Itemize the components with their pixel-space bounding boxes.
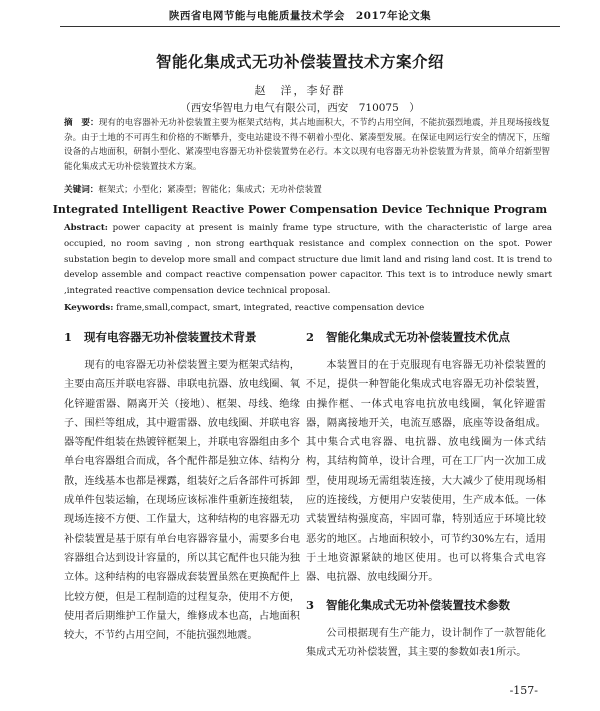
- keywords-chinese: [64, 183, 550, 195]
- authors: 赵 洋，李好群: [254, 84, 346, 97]
- section-3-body: 公司根据现有生产能力，设计制作了一款智能化集成式无功补偿装置，其主要的参数如表1所示。: [306, 627, 546, 658]
- header-rule: [60, 26, 560, 27]
- left-column: [64, 328, 300, 645]
- affiliation: （西安华智电力电气有限公司，西安 710075 ）: [180, 102, 420, 114]
- abstract-cn-text: 现有的电容器补无功补偿装置主要为框架式结构，其占地面积大，不节约占用空间，不能抗强烈地震，并且现场接线复杂。由于土地的不可再生和价格的不断攀升，变电站建设不得不朝着小型化、紧凑型发展。在保证电网运行安全的情况下，压缩设备的占地面积，研制小型化、紧凑型电容器无功补偿装置势在必行。本文以现有电容器无功补偿装置为背景，简单介绍新型智能化集成式无功补偿装置技术方案。: [64, 118, 550, 172]
- section-3-heading: [306, 596, 546, 614]
- abstract-en-label: Abstract:: [64, 223, 108, 233]
- page-number: -157-: [509, 684, 538, 697]
- abstract-en-text: power capacity at present is mainly frame type structure, with the characteristic of large area occupied, no room saving , non strong earthquak resistance and complex connection on the spot. Power substation begin to develop more small and compact structure due limit land and rising land cost. It is trend to develop assemble and compact reactive compensation power capacitor. This text is to introduce newly smart ,integrated reactive compensation device technical proposal.: [64, 223, 552, 297]
- paper-title: 智能化集成式无功补偿装置技术方案介绍: [155, 52, 444, 71]
- section-1-number: 1: [64, 330, 73, 344]
- english-title: Integrated Intelligent Reactive Power Compensation Device Technique Program: [52, 203, 548, 216]
- section-1-title: 现有电容器无功补偿装置技术背景: [84, 330, 257, 344]
- section-2-body: 本装置目的在于克服现有电容器无功补偿装置的不足，提供一种智能化集成式电容器无功补偿装置，由操作框、一体式电容电抗放电线圈，氧化锌避雷器，隔离接地开关，电流互感器，底座等设备组成。其中集合式电容器、电抗器、放电线圈为一体式结构，其结构简单，设计合理，可在工厂内一次加工成型，使用现场无需组装连接，大大减少了使用现场相应的连接线，方便用户安装使用，生产成本低。一体式装置结构强度高，牢固可靠，特别适应于环境比较恶劣的地区。占地面积较小，可节约30%左右，适用于土地资源紧缺的地区使用。也可以将集合式电容器、电抗器、放电线圈分开。: [306, 360, 546, 584]
- running-head: 陕西省电网节能与电能质量技术学会 2017年论文集: [168, 10, 432, 22]
- section-2-title: 智能化集成式无功补偿装置技术优点: [326, 330, 511, 344]
- keywords-english: [64, 303, 550, 313]
- abstract-english: [64, 221, 552, 300]
- right-column: [306, 328, 546, 662]
- section-3-number: 3: [306, 597, 315, 612]
- keywords-cn-label: 关键词：: [64, 185, 99, 195]
- section-3-title: 智能化集成式无功补偿装置技术参数: [326, 597, 511, 612]
- keywords-cn-text: 框架式；小型化；紧凑型；智能化；集成式；无功补偿装置: [98, 185, 322, 195]
- abstract-cn-label: 摘 要：: [64, 118, 99, 128]
- section-2-heading: [306, 328, 546, 346]
- section-1-body: 现有的电容器无功补偿装置主要为框架式结构，主要由高压并联电容器、串联电抗器、放电线圈、氧化锌避雷器、隔离开关（接地）、框架、母线、绝缘子、围栏等组成，其中避雷器、放电线圈、并联电容器等配件组装在热镀锌框架上，并联电容器组由多个单台电容器组合而成，各个配件都是独立体、结构分散，连线基本也都是裸露，组装好之后各部件可拆卸成单件包装运输，在现场应该标准件重新连接组装，现场连接不方便、工作量大，这种结构的电容器无功补偿装置是基于原有单台电容器容量小，需要多台电容器组合达到设计容量的，所以其它配件也只能为独立体。这种结构的电容器成套装置虽然在更换配件上比较方便，但是工程制造的过程复杂，使用不方便，使用者后期维护工作量大，维修成本也高，占地面积较大，不节约占用空间，不能抗强烈地震。: [64, 360, 300, 642]
- section-2-number: 2: [306, 330, 315, 344]
- keywords-en-label: Keywords:: [64, 303, 114, 313]
- keywords-en-text: frame,small,compact, smart, integrated, reactive compensation device: [113, 303, 425, 313]
- section-1-heading: [64, 328, 300, 346]
- abstract-chinese: [64, 116, 550, 174]
